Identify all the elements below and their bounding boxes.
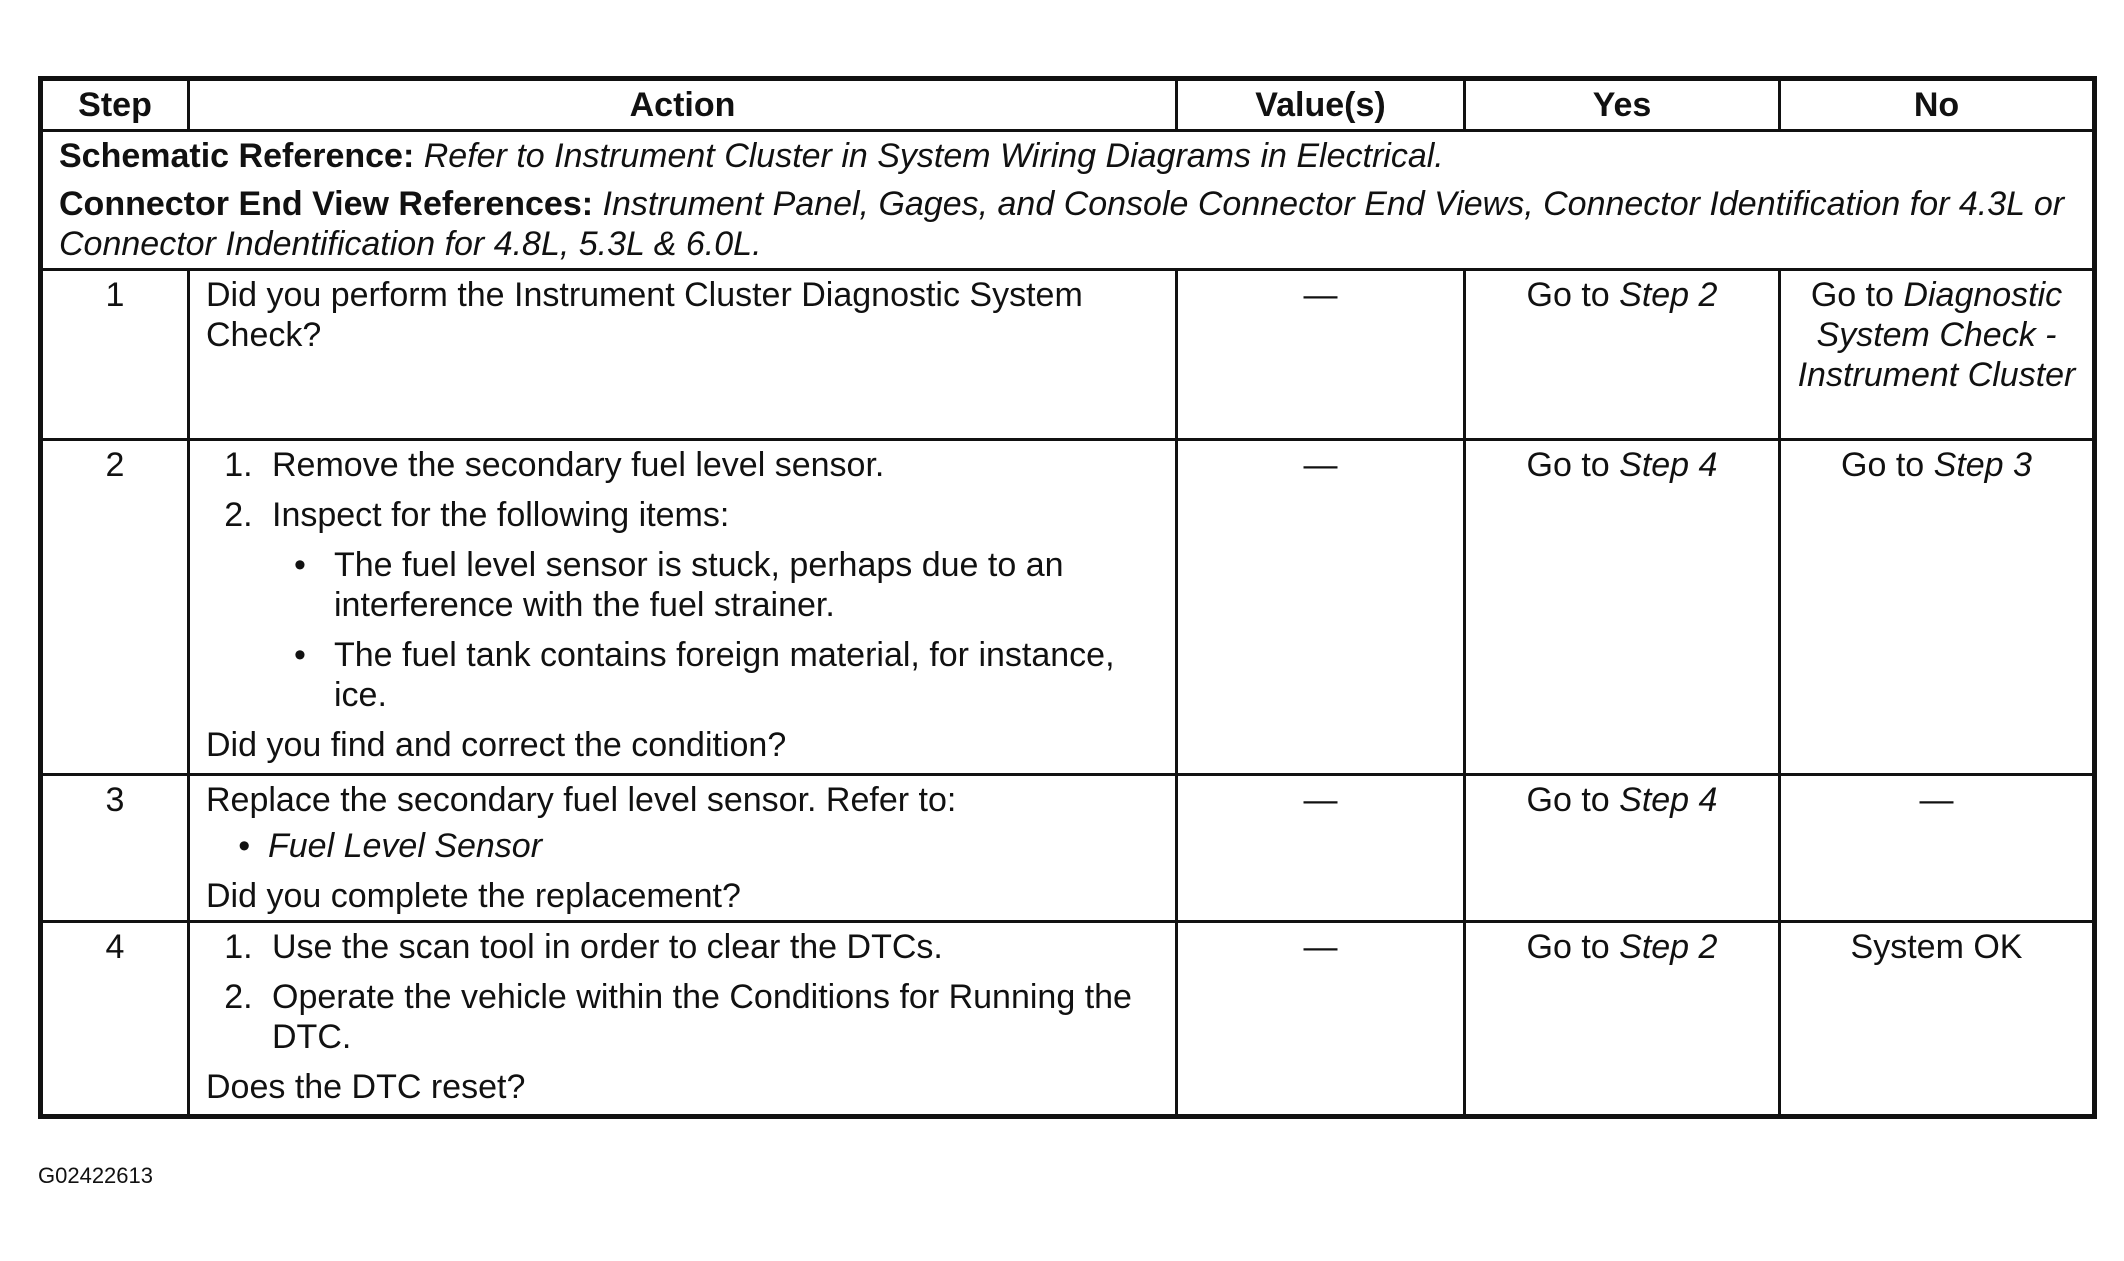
no-cell (1780, 270, 2095, 440)
yes-prefix: Go to (1526, 928, 1620, 966)
action-text: Replace the secondary fuel level sensor. Refer to: (206, 781, 957, 819)
header-step: Step (41, 79, 189, 131)
action-cell (189, 922, 1177, 1117)
no-cell (1780, 440, 2095, 775)
step-number: 2 (41, 440, 189, 775)
schematic-reference (59, 136, 2076, 176)
yes-prefix: Go to (1526, 446, 1620, 484)
connector-reference (59, 184, 2076, 264)
bullet-item-link[interactable]: • Fuel Level Sensor (268, 826, 1159, 866)
header-no: No (1780, 79, 2095, 131)
yes-step-link[interactable]: Step 2 (1619, 276, 1718, 314)
bullet-list (206, 826, 1159, 866)
action-cell (189, 440, 1177, 775)
yes-prefix: Go to (1526, 276, 1620, 314)
yes-step-link[interactable]: Step 4 (1619, 781, 1718, 819)
value-cell: — (1177, 270, 1465, 440)
action-step-item: 1. Use the scan tool in order to clear the DTCs. (262, 927, 1159, 967)
connector-reference-text: Instrument Panel, Gages, and Console Connector End Views, Connector Identification for 4.3L or Connector Indentification for 4.8L, 5.3L & 6.0L. (59, 185, 2065, 263)
no-cell: — (1780, 775, 2095, 922)
value-cell: — (1177, 922, 1465, 1117)
action-steps-list (206, 927, 1159, 1057)
step-number: 1 (41, 270, 189, 440)
header-action: Action (189, 79, 1177, 131)
bullet-item: • The fuel level sensor is stuck, perhaps due to an interference with the fuel strainer. (324, 545, 1159, 625)
value-cell: — (1177, 775, 1465, 922)
action-text: Did you perform the Instrument Cluster Diagnostic System Check? (206, 276, 1083, 354)
bullet-list (272, 545, 1159, 715)
step-number: 4 (41, 922, 189, 1117)
header-values: Value(s) (1177, 79, 1465, 131)
action-step-item: 2. Operate the vehicle within the Conditions for Running the DTC. (262, 977, 1159, 1057)
no-step-link[interactable]: Diagnostic System Check - Instrument Cluster (1797, 276, 2076, 394)
table-row-step-4 (41, 922, 2095, 1117)
reference-cell (41, 131, 2095, 270)
no-prefix: Go to (1810, 276, 1904, 314)
connector-reference-label: Connector End View References: (59, 185, 594, 223)
figure-id: G02422613 (38, 1163, 153, 1188)
yes-step-link[interactable]: Step 2 (1619, 928, 1718, 966)
header-row (41, 79, 2095, 131)
action-cell (189, 775, 1177, 922)
header-yes: Yes (1465, 79, 1780, 131)
table-row-step-1 (41, 270, 2095, 440)
yes-cell (1465, 775, 1780, 922)
action-cell (189, 270, 1177, 440)
value-cell: — (1177, 440, 1465, 775)
table-row-step-3 (41, 775, 2095, 922)
no-cell: System OK (1780, 922, 2095, 1117)
step-number: 3 (41, 775, 189, 922)
schematic-reference-text: Refer to Instrument Cluster in System Wiring Diagrams in Electrical. (423, 137, 1444, 175)
yes-cell (1465, 922, 1780, 1117)
action-question: Did you find and correct the condition? (206, 726, 787, 764)
bullet-item: • The fuel tank contains foreign material, for instance, ice. (324, 635, 1159, 715)
action-steps-list (206, 445, 1159, 715)
yes-cell (1465, 270, 1780, 440)
action-step-item: 2. Inspect for the following items: • The fuel level sensor is stuck, perhaps due to an interference with the fuel strainer. • The fuel tank contains foreign material, for instance, ice. (262, 495, 1159, 715)
diagnostic-table (38, 76, 2097, 1119)
action-step-item: 1. Remove the secondary fuel level sensor. (262, 445, 1159, 485)
yes-cell (1465, 440, 1780, 775)
action-question: Did you complete the replacement? (206, 877, 741, 915)
reference-row (41, 131, 2095, 270)
yes-step-link[interactable]: Step 4 (1619, 446, 1718, 484)
schematic-reference-label: Schematic Reference: (59, 137, 415, 175)
table-row-step-2 (41, 440, 2095, 775)
yes-prefix: Go to (1526, 781, 1620, 819)
no-step-link[interactable]: Step 3 (1933, 446, 2032, 484)
no-prefix: Go to (1841, 446, 1934, 484)
action-question: Does the DTC reset? (206, 1068, 526, 1106)
